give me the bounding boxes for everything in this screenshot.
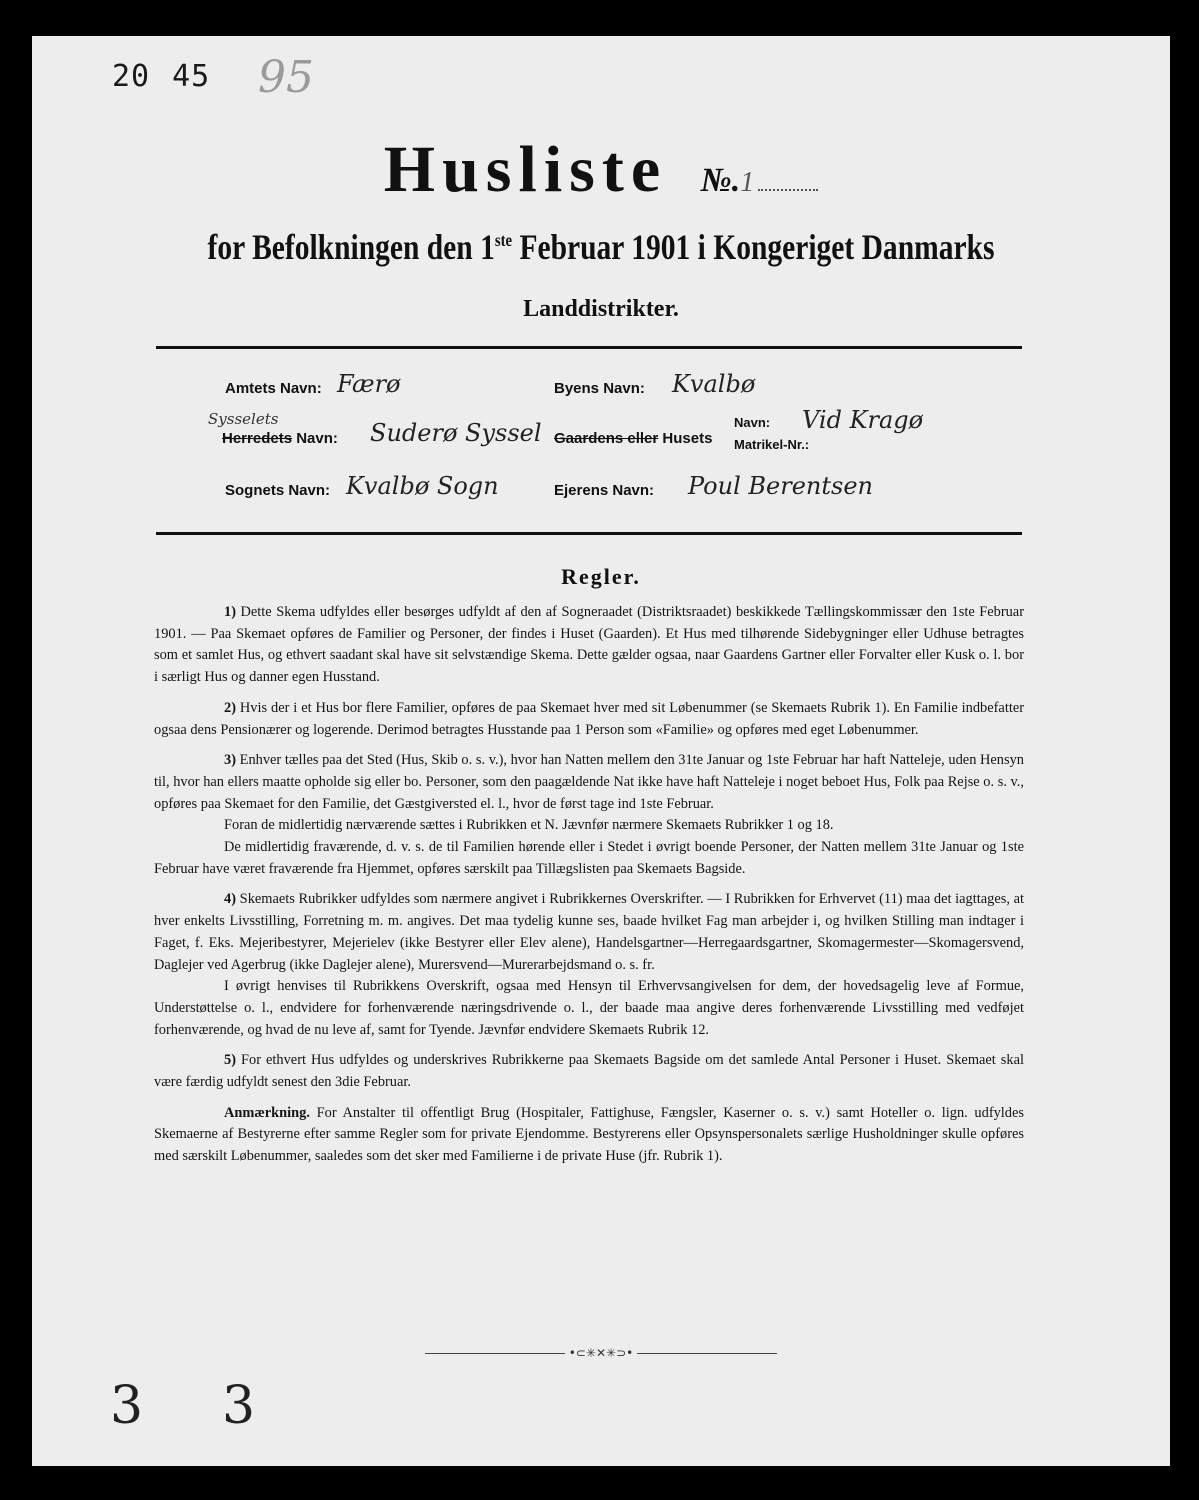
number-value: 1 xyxy=(740,167,755,198)
ornament-line-right xyxy=(637,1353,777,1354)
form-title xyxy=(32,132,1170,208)
reference-number-2: 45 xyxy=(172,59,211,94)
rule-3: 3) Enhver tælles paa det Sted (Hus, Skib o. s. v.), hvor han Natten mellem den 31te Januar og 1ste Februar har haft Natteleje, uden Hensyn til, hvor han ellers maatte opholde sig eller bo. Personer, som den paagældende Nat ikke have haft Natteleje i noget beboet Hus, Folk paa Rejse o. s. v., opføres paa Skemaet for den Familie, det Gæstgiversted el. l., hvor de først tage ind 1ste Februar. xyxy=(154,752,1024,812)
herreds-label-group xyxy=(222,430,338,447)
rule-4-henvises: I øvrigt henvises til Rubrikkens Overskrift, ogsaa med Hensyn til Erhvervsangivelsen for dem, der hovedsagelig leve af Formue, Understøttelse o. l., endvidere for forhenværende næringsdrivende o. l., der baade maa angive deres forhenværende Livsstilling med vedføjet forhenværende, og hvad de nu leve af, samt for Tyende. Jævnfør endvidere Skemaets Rubrik 12. xyxy=(154,978,1024,1038)
rule-3-foran: Foran de midlertidig nærværende sættes i Rubrikken et N. Jævnfør nærmere Skemaets Rubrikker 1 og 18. xyxy=(224,817,834,834)
herreds-label: Navn: xyxy=(292,430,338,447)
reference-numbers xyxy=(112,59,232,94)
district-heading: Landdistrikter. xyxy=(523,296,679,322)
navn-label: Navn: xyxy=(734,415,771,430)
form-subtitle xyxy=(134,226,1067,268)
ornament-line-left xyxy=(425,1353,565,1354)
gaardens-struck: Gaardens eller xyxy=(554,430,659,447)
sogn-value: Kvalbø Sogn xyxy=(346,472,499,500)
bottom-right-digit: 3 xyxy=(222,1376,256,1436)
reference-number-1: 20 xyxy=(112,59,151,94)
sogn-label: Sognets Navn: xyxy=(225,482,331,499)
ornament-glyphs: •⊂✳✕✳⊃• xyxy=(568,1346,634,1360)
bottom-left-digit: 3 xyxy=(110,1376,144,1436)
byens-value: Kvalbø xyxy=(672,370,756,398)
matrikel-label: Matrikel-Nr.: xyxy=(734,437,810,452)
census-form-sheet xyxy=(32,36,1170,1466)
ejer-label: Ejerens Navn: xyxy=(554,482,655,499)
top-rule xyxy=(156,346,1022,349)
amt-value: Færø xyxy=(337,370,401,398)
herreds-value: Suderø Syssel xyxy=(370,419,542,447)
husets-label-group xyxy=(554,430,712,447)
navn-value: Vid Kragø xyxy=(802,406,924,434)
rule-5: 5) For ethvert Hus udfyldes og underskrives Rubrikkerne paa Skemaets Bagside om det samlede Antal Personer i Huset. Skemaet skal være færdig udfyldt senest den 3die Februar. xyxy=(154,1052,1024,1091)
regler-heading: Regler. xyxy=(561,564,641,589)
navn-matrikel-brace xyxy=(734,412,809,456)
number-dotted-line xyxy=(758,189,818,191)
subtitle-sup: ste xyxy=(494,230,513,250)
rule-4: 4) Skemaets Rubrikker udfyldes som nærmere angivet i Rubrikkernes Overskrifter. — I Rubrikken for Erhvervet (11) maa det iagttages, at hver enkelts Livsstilling, Forretning m. m. angives. Det maa tydelig kunne ses, baade hvilket Fag man arbejder i, og hvilken Stilling man indtager i Faget, f. Eks. Mejeribestyrer, Mejerielev (ikke Bestyrer eller Elev alene), Handelsgartner—Herregaardsgartner, Skomagermester—Skomagersvend, Daglejer ved Agerbrug (ikke Daglejer alene), Murersvend—Murerarbejdsmand o. s. fr. xyxy=(154,891,1024,973)
byens-label: Byens Navn: xyxy=(554,380,645,397)
ornament-divider xyxy=(32,1346,1170,1360)
bottom-rule xyxy=(156,532,1022,535)
title-main: Husliste xyxy=(383,133,668,206)
subtitle-pre: for Befolkningen den 1 xyxy=(207,227,495,267)
herreds-struck: Herredets xyxy=(222,430,293,447)
sysselets-overwrite: Sysselets xyxy=(208,410,279,428)
rule-1: 1) Dette Skema udfyldes eller besørges udfyldt af den af Sogneraadet (Distriktsraadet) beskikkede Tællingskommissær den 1ste Februar 1901. — Paa Skemaet opføres de Familier og Personer, der findes i Huset (Gaarden). Et Hus med tilhørende Sidebygninger eller Udhuse betragtes som et samlet Hus, og ethvert saadant skal have sit selvstændige Skema. Dette gælder ogsaa, naar Gaardens Gartner eller Forvalter eller Kusk o. l. bor i særligt Hus og danner egen Husstand. xyxy=(154,604,1024,686)
husets-label: Husets xyxy=(662,430,713,447)
rules-text xyxy=(154,602,1024,1177)
note: Anmærkning. For Anstalter til offentligt Brug (Hospitaler, Fattighuse, Fængsler, Kaserner o. s. v.) samt Hoteller o. lign. udfyldes Skemaerne af Bestyrerne efter samme Regler som for private Ejendomme. Bestyrerens eller Opsynspersonalets særlige Husholdninger skulle opføres med særskilt Løbenummer, saaledes som det sker med Familierne i de private Huse (jfr. Rubrik 1). xyxy=(154,1104,1024,1165)
rule-2: 2) Hvis der i et Hus bor flere Familier, opføres de paa Skemaet hver med sit Løbenummer (se Skemaets Rubrik 1). En Familie indbefatter ogsaa dens Pensionærer og logerende. Derimod betragtes Husstande paa 1 Person som «Familie» og opføres med eget Løbenummer. xyxy=(154,699,1024,738)
amt-label: Amtets Navn: xyxy=(225,380,322,397)
subtitle-post: Februar 1901 i Kongeriget Danmarks xyxy=(512,227,995,267)
number-label: №. xyxy=(700,162,741,199)
rule-3-fravaerende: De midlertidig fraværende, d. v. s. de til Familien hørende eller i Stedet i øvrigt boende Personer, der Natten mellem 31te Januar og 1ste Februar have været fraværende fra Hjemmet, opføres særskilt paa Tillægslisten paa Skemaets Bagside. xyxy=(154,839,1024,877)
handwritten-corner-number: 95 xyxy=(258,52,314,103)
ejer-value: Poul Berentsen xyxy=(688,472,873,500)
